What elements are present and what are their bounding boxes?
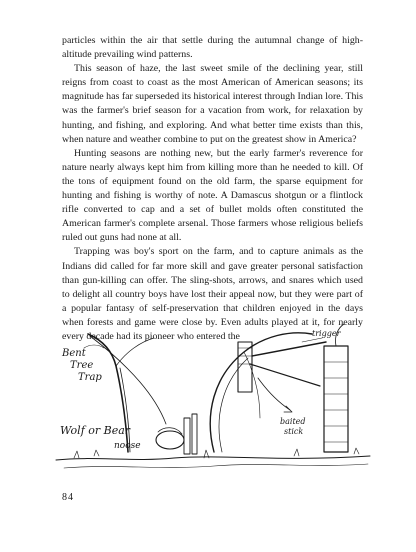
label-stick: stick bbox=[284, 427, 304, 436]
paragraph-1: particles within the air that settle during the autumnal change of high-altitude prevailing wind patterns. bbox=[62, 35, 363, 61]
baited-stick-arrow bbox=[258, 378, 290, 410]
trap-drawing bbox=[54, 322, 372, 474]
trap-illustration bbox=[54, 322, 372, 474]
trigger-bar bbox=[252, 342, 326, 356]
label-wolf-or-bear: Wolf or Bear bbox=[60, 424, 131, 437]
sapling-branch bbox=[116, 338, 154, 366]
ground-line bbox=[56, 456, 370, 460]
page-number: 84 bbox=[62, 492, 74, 503]
stump-bark bbox=[324, 362, 348, 442]
label-bent: Bent bbox=[62, 348, 86, 359]
ground-line-2 bbox=[64, 464, 368, 468]
big-sapling-outline bbox=[219, 358, 248, 452]
bent-sapling-outline bbox=[120, 368, 130, 452]
sapling-twig bbox=[84, 345, 104, 348]
stake-left bbox=[184, 418, 190, 454]
body-text bbox=[62, 34, 363, 344]
label-tree: Tree bbox=[70, 360, 94, 371]
stake-right bbox=[192, 414, 197, 454]
noose-loop bbox=[156, 431, 184, 449]
lower-bar bbox=[250, 364, 320, 386]
trigger-post bbox=[238, 342, 252, 392]
trigger-pointer bbox=[302, 338, 322, 342]
label-trap: Trap bbox=[78, 372, 102, 383]
paragraph-3: Hunting seasons are nothing new, but the early farmer's reverence for nature nearly always kept him from killing more than he needed to kill. Of the tons of equipment found on the old farm, the sparse equipment for hunting and fishing is worthy of note. A Damascus shotgun or a flintlock rifle converted to cap and a set of bullet molds often constituted the American farmer's complete arsenal. Those farmers whose religious beliefs ruled out guns had none at all. bbox=[62, 147, 363, 244]
label-baited: baited bbox=[280, 417, 306, 426]
paragraph-2: This season of haze, the last sweet smile of the declining year, still reigns from coast to coast as the most American of American seasons; its magnitude has far superseded its historical interest through Indian lore. This was the farmer's brief season for a vacation from work, for relaxation by hunting, and fishing, and exploring. And what better time exists than this, when nature and weather combine to put on the greatest show in America? bbox=[62, 63, 363, 145]
paragraph-4: Trapping was boy's sport on the farm, and to capture animals as the Indians did called for far more skill and gave greater personal satisfaction than gun-killing can offer. The sling-shots, arrows, and snares which used to delight all country boys have lost their appeal now, but they were part of a popular fantasy of self-preservation that children enjoyed in the days when forests and game were close by. Even adults played at it, for nearly every decade had its pioneer who entered the bbox=[62, 246, 363, 342]
label-noose: noose bbox=[114, 441, 141, 451]
label-trigger: trigger bbox=[312, 329, 341, 338]
